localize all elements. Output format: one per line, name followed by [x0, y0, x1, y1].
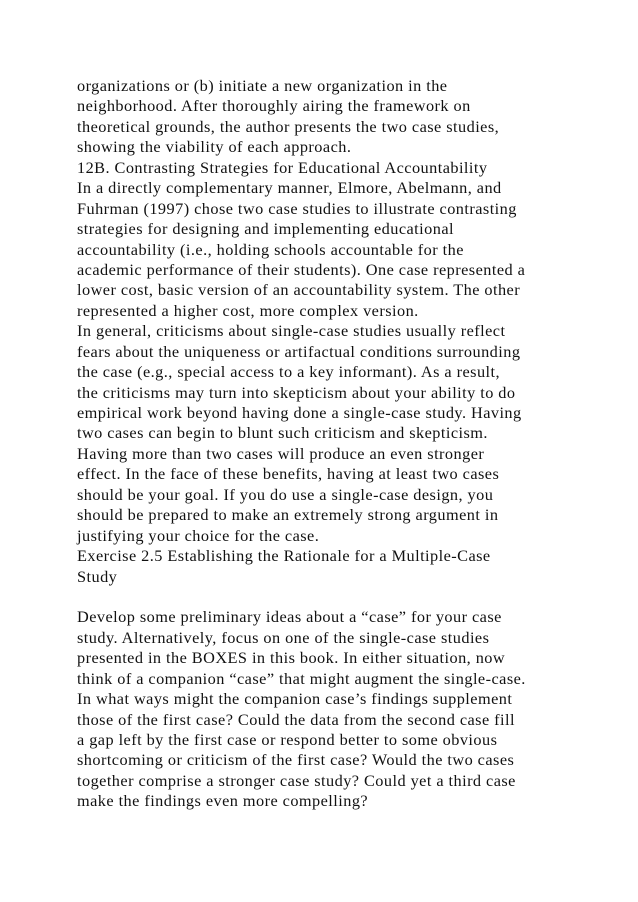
- text-line: shortcoming or criticism of the first case? Would the two cases: [77, 750, 515, 770]
- text-line: make the findings even more compelling?: [77, 791, 369, 811]
- text-line: together comprise a stronger case study? Could yet a third case: [77, 770, 516, 790]
- text-line: the criticisms may turn into skepticism about your ability to do: [77, 382, 516, 402]
- text-line: presented in the BOXES in this book. In either situation, now: [77, 648, 506, 668]
- text-line: Having more than two cases will produce an even stronger: [77, 443, 485, 463]
- text-line: represented a higher cost, more complex version.: [77, 300, 419, 320]
- text-line: study. Alternatively, focus on one of the single-case studies: [77, 627, 490, 647]
- text-line: should be prepared to make an extremely strong argument in: [77, 505, 499, 525]
- text-line: Develop some preliminary ideas about a “case” for your case: [77, 607, 502, 627]
- text-line: strategies for designing and implementing educational: [77, 219, 454, 239]
- section-heading: 12B. Contrasting Strategies for Educational Accountability: [77, 157, 488, 177]
- text-line: neighborhood. After thoroughly airing the framework on: [77, 96, 471, 116]
- text-line: empirical work beyond having done a single-case study. Having: [77, 403, 522, 422]
- text-line: justifying your choice for the case.: [77, 525, 320, 545]
- text-line: effect. In the face of these benefits, having at least two cases: [77, 464, 500, 484]
- text-line: two cases can begin to blunt such criticism and skepticism.: [77, 423, 488, 443]
- text-line: should be your goal. If you do use a single-case design, you: [77, 484, 494, 504]
- text-line: Fuhrman (1997) chose two case studies to illustrate contrasting: [77, 198, 517, 218]
- blank-line: [77, 587, 577, 607]
- text-line: the case (e.g., special access to a key informant). As a result,: [77, 362, 501, 382]
- text-line: accountability (i.e., holding schools accountable for the: [77, 239, 464, 259]
- text-line: those of the first case? Could the data from the second case fill: [77, 709, 515, 729]
- text-line: In general, criticisms about single-case studies usually reflect: [77, 321, 506, 341]
- text-line: lower cost, basic version of an accountability system. The other: [77, 280, 521, 300]
- text-line: organizations or (b) initiate a new organization in the: [77, 76, 448, 95]
- document-body: [77, 76, 577, 812]
- text-line: In what ways might the companion case’s findings supplement: [77, 689, 513, 709]
- text-line: theoretical grounds, the author presents the two case studies,: [77, 116, 500, 136]
- text-line: think of a companion “case” that might augment the single-case.: [77, 668, 526, 688]
- text-line: academic performance of their students). One case represented a: [77, 259, 526, 279]
- text-line: fears about the uniqueness or artifactual conditions surrounding: [77, 341, 521, 361]
- exercise-heading: Study: [77, 566, 118, 586]
- text-line: a gap left by the first case or respond better to some obvious: [77, 730, 498, 749]
- text-line: In a directly complementary manner, Elmore, Abelmann, and: [77, 178, 502, 198]
- exercise-heading: Exercise 2.5 Establishing the Rationale for a Multiple-Case: [77, 546, 491, 566]
- text-line: showing the viability of each approach.: [77, 137, 352, 157]
